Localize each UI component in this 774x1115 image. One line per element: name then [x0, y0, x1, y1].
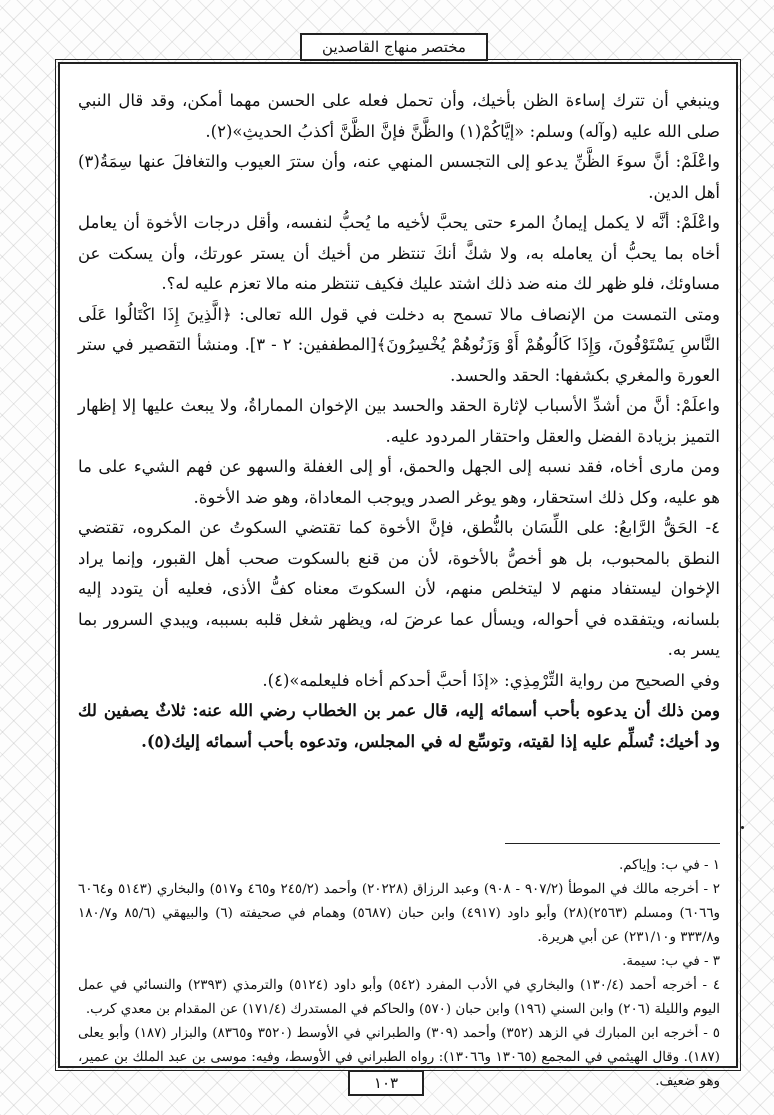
- ink-dot: [741, 826, 744, 829]
- page-number: ١٠٣: [373, 1074, 399, 1092]
- footnote: ١ - في ب: وإياكم.: [619, 858, 720, 873]
- footnote: ٤ - أخرجه أحمد (١٣٠/٤) والبخاري في الأدب المفرد (٥٤٢) وأبو داود (٥١٢٤) والترمذي (٢٣٩٣) والنسائي في عمل اليوم والليلة (٢٠٦) وابن السني (١٩٦) وابن حبان (٥٧٠) والحاكم في المستدرك (١٧١/٤) عن المقدام بن معدي كرب.: [78, 978, 721, 1017]
- paragraph: واعلَمْ: أنَّ من أشدِّ الأسباب لإثارة الحقد والحسد بين الإخوان المماراةُ، ولا يبعث عليها إلا إظهار التميز بزيادة الفضل والعقل واحتقار المردود عليه.: [78, 396, 720, 446]
- paragraph: وينبغي أن تترك إساءة الظن بأخيك، وأن تحمل فعله على الحسن مهما أمكن، وقد قال النبي صلى الله عليه (وآله) وسلم: «إيَّاكُمْ(١) والظَّنَّ فإنَّ الظَّنَّ أكذبُ الحديثِ»(٢).: [78, 91, 720, 141]
- footnote: ٥ - أخرجه ابن المبارك في الزهد (٣٥٢) وأحمد (٣٠٩) والطبراني في الأوسط (٣٥٢٠ و٨٣٦٥) والبزار (١٨٧) وأبو يعلى (١٨٧). وقال الهيثمي في المجمع (١٣٠٦٥ و١٣٠٦٦): رواه الطبراني في الأوسط، وفيه: موسى بن عبد الملك بن عمير، وهو ضعيف.: [78, 1026, 720, 1089]
- paragraph: ومن مارى أخاه، فقد نسبه إلى الجهل والحمق، أو إلى الغفلة والسهو عن فهم الشيء على ما هو عليه، وكل ذلك استحقار، وهو يوغر الصدر ويوجب المعاداة، وهو ضد الأخوة.: [78, 457, 720, 507]
- footnote: ٢ - أخرجه مالك في الموطأ (٩٠٧/٢ - ٩٠٨) وعبد الرزاق (٢٠٢٢٨) وأحمد (٢٤٥/٢ و٤٦٥ و٥١٧) والبخاري (٥١٤٣ و٦٠٦٤ و٦٠٦٦) ومسلم (٢٥٦٣)(٢٨) وأبو داود (٤٩١٧) وابن حبان (٥٦٨٧) وهمام في صحيفته (٦) والبيهقي (٨٥/٦ و١٨٠/٧ و٣٣٣/٨ و٢٣١/١٠) عن أبي هريرة.: [78, 882, 720, 945]
- main-text: [78, 86, 720, 757]
- footnote-separator: [505, 843, 720, 844]
- book-title: مختصر منهاج القاصدين: [322, 38, 466, 56]
- paragraph: ومن ذلك أن يدعوه بأحب أسمائه إليه، قال عمر بن الخطاب رضي الله عنه: ثلاثٌ يصفين لك ود أخيك: تُسلِّم عليه إذا لقيته، وتوسِّع له في المجلس، وتدعوه بأحب أسمائه إليك(٥).: [78, 701, 720, 751]
- paragraph: ٤- الحَقُّ الرَّابعُ: على اللِّسَان بالنُّطق، فإنَّ الأخوة كما تقتضي السكوتُ عن المكروه، تقتضي النطق بالمحبوب، بل هو أخصُّ بالأخوة، لأن من قنع بالسكوت صحب أهل القبور، وإنما يراد الإخوان ليستفاد منهم لا ليتخلص منهم، لأن السكوتَ معناه كفُّ الأذى، فعليه أن يتودد إليه بلسانه، ويتفقده في أحواله، ويسأل عما عرضَ له، ويظهر شغل قلبه بسببه، ويبدي السرور بما يسر به.: [78, 518, 720, 659]
- paragraph: واعْلَمْ: أنَّ سوءَ الظَّنِّ يدعو إلى التجسس المنهي عنه، وأن سترَ العيوب والتغافلَ عنها سِمَةُ(٣) أهل الدين.: [78, 152, 720, 202]
- running-header: [300, 33, 488, 61]
- paragraph: وفي الصحيح من رواية التِّرْمِذِي: «إذَا أحبَّ أحدكم أخاه فليعلمه»(٤).: [262, 670, 720, 690]
- page-number-box: [348, 1070, 424, 1096]
- paragraph: واعْلَمْ: أنَّه لا يكمل إيمانُ المرء حتى يحبَّ لأخيه ما يُحبُّ لنفسه، وأقل درجات الأخوة أن يعامل أخاه بما يحبُّ أن يعامله به، ولا شكَّ أنكَ تنتظر من أخيك أن يستر عورتك، وأن يسكت عن مساوئك، فلو ظهر لك منه ضد ذلك اشتد عليك فكيف تنتظر منه مالا تعزم عليه له؟.: [78, 213, 720, 293]
- paragraph: ومتى التمست من الإنصاف مالا تسمح به دخلت في قول الله تعالى: ﴿الَّذِينَ إِذَا اكْتَالُوا عَلَى النَّاسِ يَسْتَوْفُونَ، وَإِذَا كَالُوهُمْ أَوْ وَزَنُوهُمْ يُخْسِرُونَ﴾[المطففين: ٢ - ٣]. ومنشأ التقصير في ستر العورة والمغري بكشفها: الحقد والحسد.: [78, 304, 720, 385]
- footnotes: [78, 854, 720, 1094]
- footnote: ٣ - في ب: سيمة.: [622, 954, 720, 969]
